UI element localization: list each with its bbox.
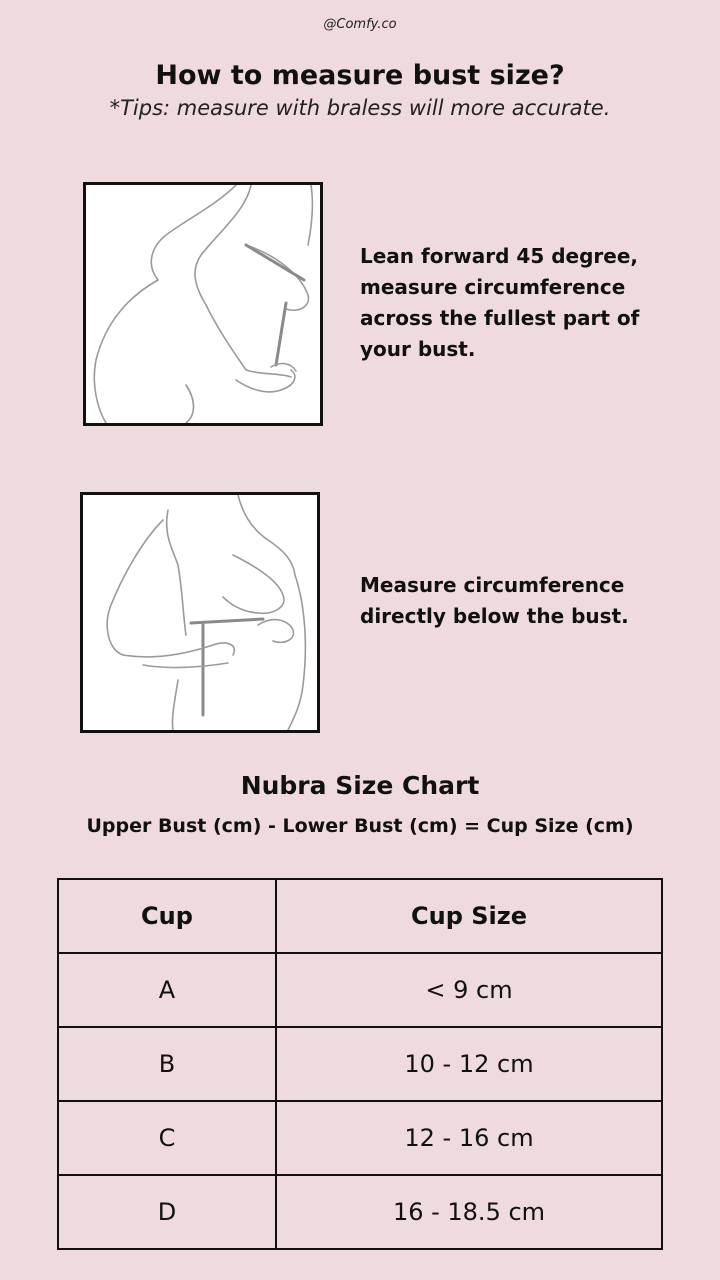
cup-size-cell: < 9 cm (276, 953, 662, 1027)
page-title: How to measure bust size? (155, 60, 565, 91)
table-header-row (58, 879, 662, 953)
size-formula: Upper Bust (cm) - Lower Bust (cm) = Cup Size (cm) (86, 815, 634, 837)
lower-bust-illustration (80, 492, 320, 733)
table-row (58, 953, 662, 1027)
tip-text: *Tips: measure with braless will more accurate. (109, 96, 611, 120)
cup-cell: A (58, 953, 276, 1027)
size-chart-title: Nubra Size Chart (240, 771, 480, 800)
column-header-cup: Cup (58, 879, 276, 953)
cup-size-cell: 10 - 12 cm (276, 1027, 662, 1101)
cup-cell: D (58, 1175, 276, 1249)
column-header-cup-size: Cup Size (276, 879, 662, 953)
brand-handle: @Comfy.co (323, 17, 397, 32)
cup-size-cell: 12 - 16 cm (276, 1101, 662, 1175)
cup-size-cell: 16 - 18.5 cm (276, 1175, 662, 1249)
table-row (58, 1175, 662, 1249)
step-lower-bust-text: Measure circumference directly below the bust. (360, 573, 629, 628)
table-row (58, 1027, 662, 1101)
upper-bust-illustration (83, 182, 323, 426)
size-table (57, 878, 663, 1250)
table-row (58, 1101, 662, 1175)
step-upper-bust-text: Lean forward 45 degree, measure circumference across the fullest part of your bust. (360, 244, 640, 361)
cup-cell: C (58, 1101, 276, 1175)
cup-cell: B (58, 1027, 276, 1101)
